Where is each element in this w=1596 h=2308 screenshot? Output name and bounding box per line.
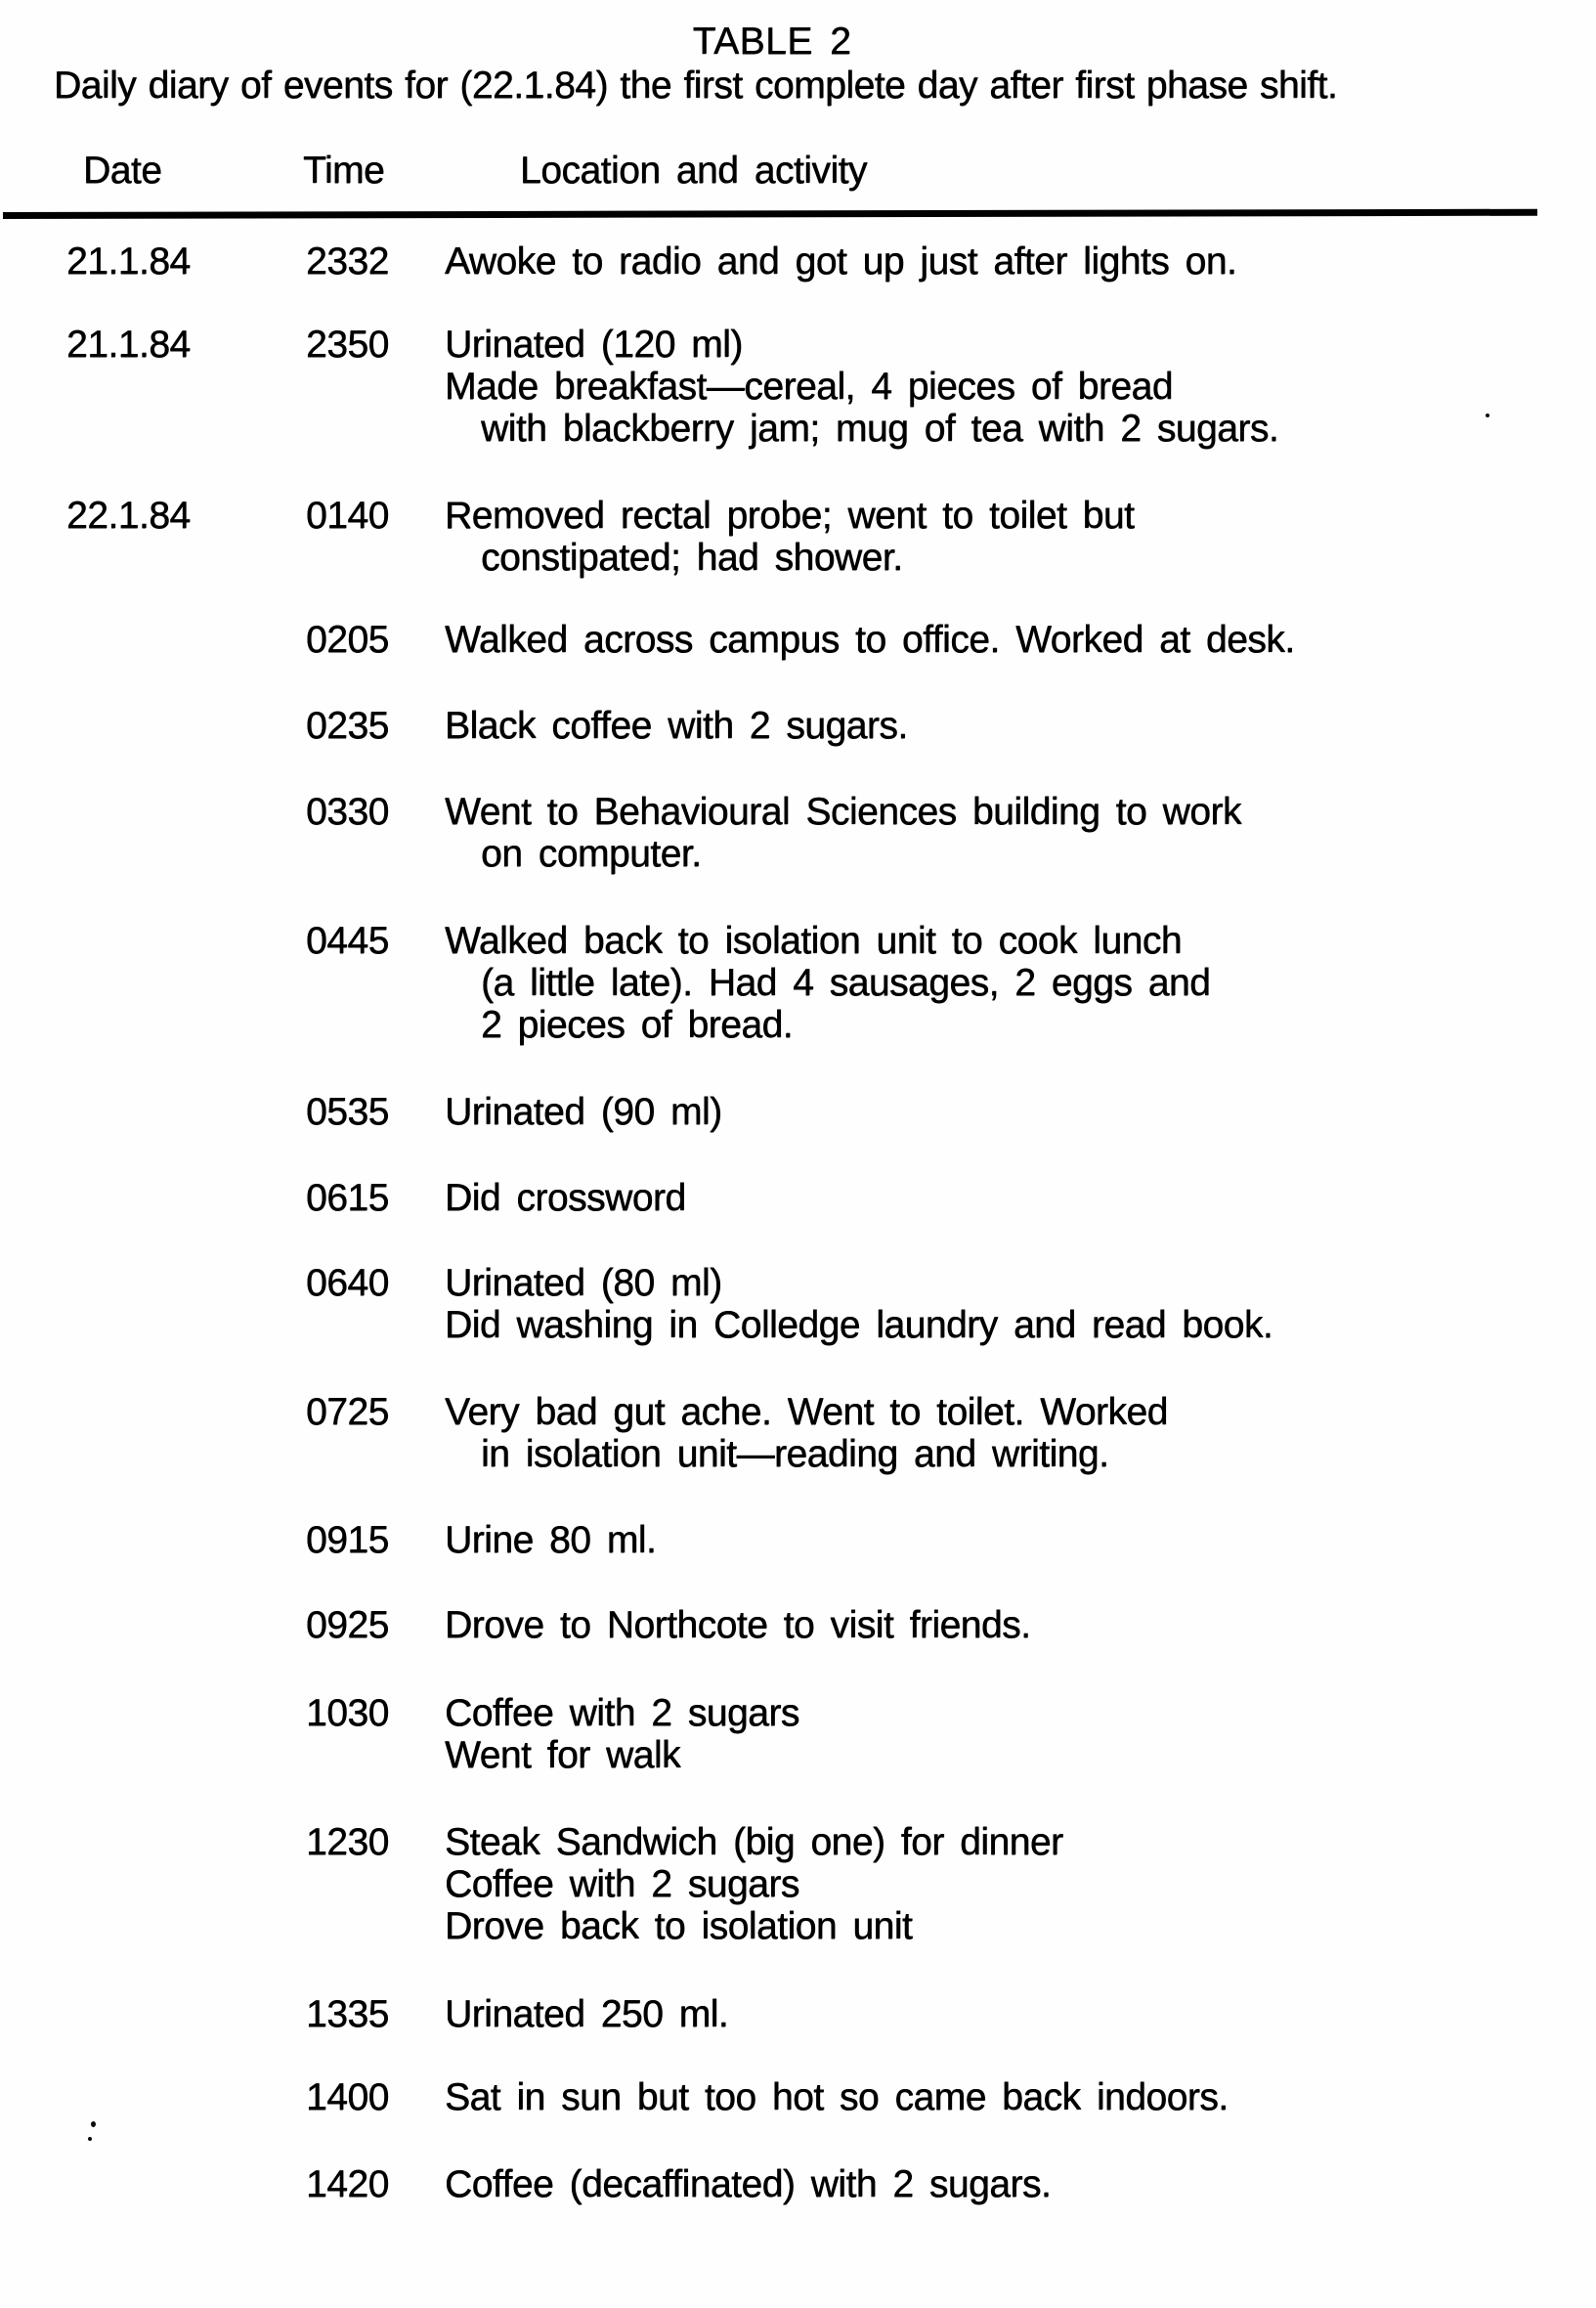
diary-row-time: 2350: [306, 324, 389, 366]
activity-line: Drove back to isolation unit: [445, 1905, 913, 1947]
diary-row-activity: [445, 2076, 1549, 2118]
diary-row-activity: [445, 1519, 1549, 1561]
activity-line: Very bad gut ache. Went to toilet. Worked: [445, 1391, 1168, 1433]
diary-row-time: 0140: [306, 495, 389, 537]
activity-line: Sat in sun but too hot so came back indoors.: [445, 2076, 1229, 2118]
diary-row-time: 0615: [306, 1177, 389, 1219]
diary-row-time: 0640: [306, 1262, 389, 1304]
activity-line: in isolation unit—reading and writing.: [481, 1433, 1109, 1475]
activity-line: Urine 80 ml.: [445, 1519, 657, 1561]
diary-row-activity: [445, 619, 1549, 661]
activity-line: Coffee with 2 sugars: [445, 1692, 799, 1734]
diary-row-activity: [445, 1821, 1549, 1947]
diary-row-date: 21.1.84: [66, 324, 191, 366]
table-title: TABLE 2: [692, 21, 852, 63]
column-header-date: Date: [83, 150, 162, 192]
column-header-activity: Location and activity: [520, 150, 867, 192]
diary-row-activity: [445, 791, 1549, 875]
activity-line: Did crossword: [445, 1177, 686, 1219]
diary-row-time: 1030: [306, 1692, 389, 1734]
header-rule: [3, 209, 1537, 219]
activity-line: Made breakfast—cereal, 4 pieces of bread: [445, 366, 1173, 408]
scan-speck: [91, 2121, 96, 2127]
diary-row-date: 21.1.84: [66, 240, 191, 283]
diary-row-activity: [445, 1091, 1549, 1133]
diary-row-time: 0915: [306, 1519, 389, 1561]
activity-line: (a little late). Had 4 sausages, 2 eggs and: [481, 962, 1211, 1004]
column-header-time: Time: [303, 150, 385, 192]
diary-row-time: 1335: [306, 1993, 389, 2035]
activity-line: Went for walk: [445, 1734, 681, 1776]
activity-line: Urinated 250 ml.: [445, 1993, 729, 2035]
diary-row-activity: [445, 1993, 1549, 2035]
activity-line: Urinated (80 ml): [445, 1262, 722, 1304]
diary-row-activity: [445, 1692, 1549, 1776]
diary-row-date: 22.1.84: [66, 495, 191, 537]
activity-line: Walked back to isolation unit to cook lunch: [445, 920, 1182, 962]
diary-row-activity: [445, 705, 1549, 747]
activity-line: on computer.: [481, 833, 702, 875]
diary-row-time: 0725: [306, 1391, 389, 1433]
activity-line: Drove to Northcote to visit friends.: [445, 1604, 1031, 1646]
diary-row-time: 1230: [306, 1821, 389, 1863]
diary-row-activity: [445, 1177, 1549, 1219]
diary-row-activity: [445, 2163, 1549, 2205]
table-caption: Daily diary of events for (22.1.84) the first complete day after first phase shift.: [54, 65, 1338, 107]
diary-row-activity: [445, 495, 1549, 579]
diary-row-activity: [445, 1262, 1549, 1346]
activity-line: Did washing in Colledge laundry and read book.: [445, 1304, 1273, 1346]
diary-row-activity: [445, 240, 1549, 283]
scan-speck: [1486, 414, 1489, 417]
diary-row-activity: [445, 1391, 1549, 1475]
activity-line: Black coffee with 2 sugars.: [445, 705, 908, 747]
activity-line: with blackberry jam; mug of tea with 2 sugars.: [481, 408, 1279, 450]
activity-line: Removed rectal probe; went to toilet but: [445, 495, 1135, 537]
activity-line: constipated; had shower.: [481, 537, 903, 579]
diary-row-time: 0330: [306, 791, 389, 833]
activity-line: Went to Behavioural Sciences building to work: [445, 791, 1241, 833]
activity-line: Urinated (120 ml): [445, 324, 743, 366]
activity-line: Urinated (90 ml): [445, 1091, 722, 1133]
diary-row-time: 0235: [306, 705, 389, 747]
scan-speck: [88, 2137, 92, 2141]
diary-row-time: 0445: [306, 920, 389, 962]
diary-row-time: 0925: [306, 1604, 389, 1646]
activity-line: Coffee with 2 sugars: [445, 1863, 799, 1905]
diary-row-time: 1400: [306, 2076, 389, 2118]
diary-row-activity: [445, 1604, 1549, 1646]
diary-row-activity: [445, 324, 1549, 450]
diary-row-activity: [445, 920, 1549, 1046]
activity-line: Walked across campus to office. Worked at desk.: [445, 619, 1295, 661]
activity-line: Awoke to radio and got up just after lights on.: [445, 240, 1237, 283]
diary-row-time: 2332: [306, 240, 389, 283]
activity-line: 2 pieces of bread.: [481, 1004, 794, 1046]
diary-row-time: 1420: [306, 2163, 389, 2205]
diary-row-time: 0535: [306, 1091, 389, 1133]
activity-line: Steak Sandwich (big one) for dinner: [445, 1821, 1063, 1863]
activity-line: Coffee (decaffinated) with 2 sugars.: [445, 2163, 1052, 2205]
diary-row-time: 0205: [306, 619, 389, 661]
